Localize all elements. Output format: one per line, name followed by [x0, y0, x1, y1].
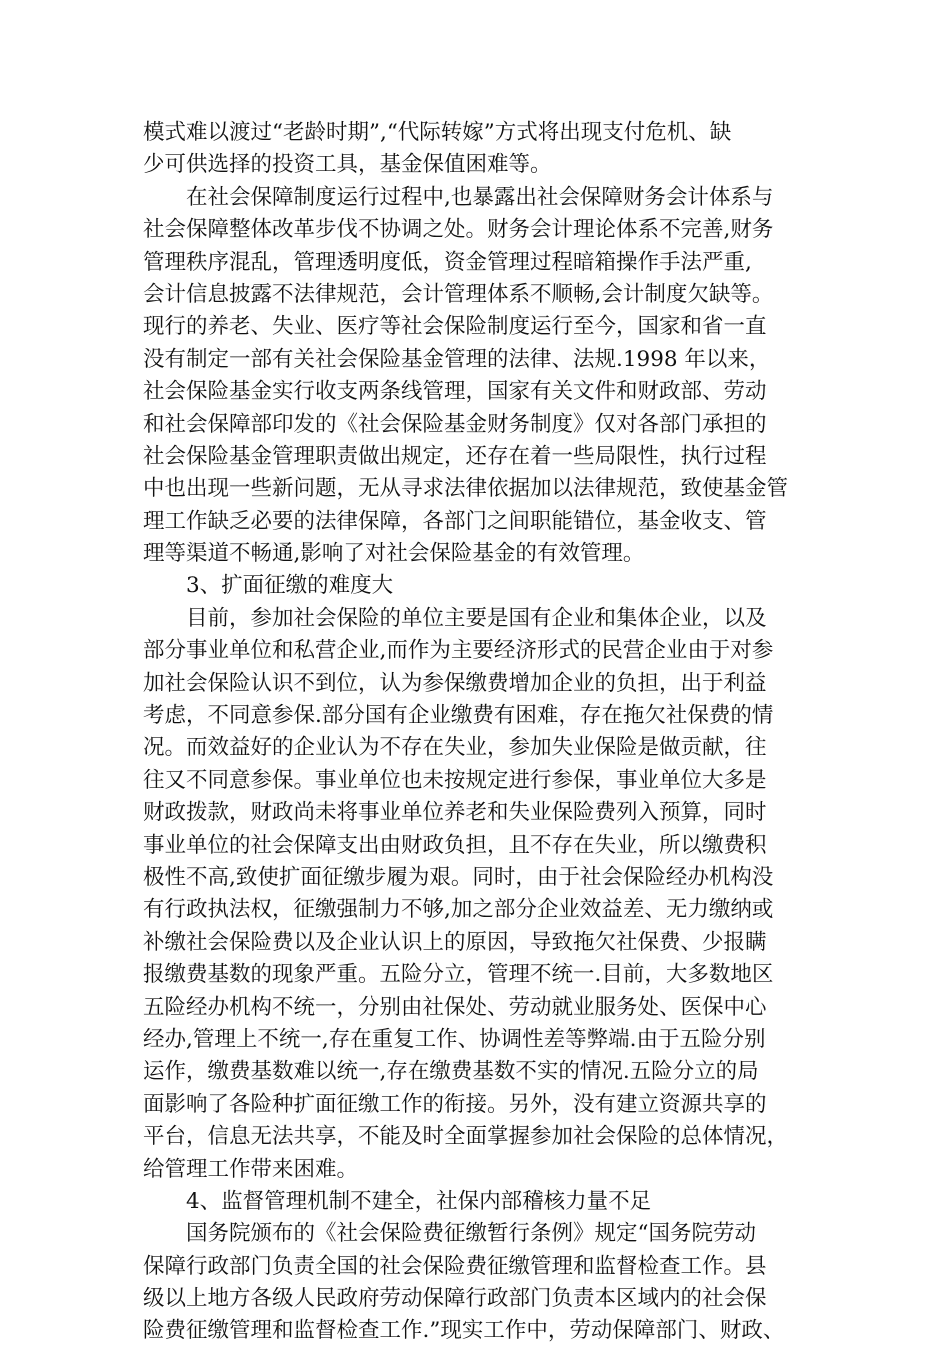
text-line: 极性不高,致使扩面征缴步履为艰。同时，由于社会保险经办机构没 [143, 864, 774, 890]
text-line: 中也出现一些新问题，无从寻求法律依据加以法律规范，致使基金管 [143, 476, 789, 502]
text-line: 理等渠道不畅通,影响了对社会保险基金的有效管理。 [143, 541, 645, 567]
text-line: 平台，信息无法共享，不能及时全面掌握参加社会保险的总体情况， [143, 1124, 789, 1150]
text-line: 现行的养老、失业、医疗等社会保险制度运行至今，国家和省一直 [143, 314, 767, 340]
text-line: 社会保险基金实行收支两条线管理，国家有关文件和财政部、劳动 [143, 379, 767, 405]
text-line: 管理秩序混乱，管理透明度低，资金管理过程暗箱操作手法严重, [143, 249, 752, 275]
text-line: 模式难以渡过“老龄时期”,“代际转嫁”方式将出现支付危机、缺 [143, 120, 732, 145]
text-line: 部分事业单位和私营企业,而作为主要经济形式的民营企业由于对参 [143, 638, 774, 664]
text-line: 加社会保险认识不到位，认为参保缴费增加企业的负担，出于利益 [143, 670, 767, 696]
text-line: 报缴费基数的现象严重。五险分立，管理不统一.目前，大多数地区 [143, 962, 774, 988]
text-line: 经办,管理上不统一,存在重复工作、协调性差等弊端.由于五险分别 [143, 1026, 766, 1052]
text-line: 有行政执法权，征缴强制力不够,加之部分企业效益差、无力缴纳或 [143, 897, 774, 923]
document-body-text [143, 117, 833, 1348]
text-line: 保障行政部门负责全国的社会保险费征缴管理和监督检查工作。县 [143, 1253, 767, 1279]
text-line: 险费征缴管理和监督检查工作.”现实工作中，劳动保障部门、财政、 [143, 1318, 785, 1344]
text-line: 运作，缴费基数难以统一,存在缴费基数不实的情况.五险分立的局 [143, 1059, 759, 1085]
text-line: 少可供选择的投资工具，基金保值困难等。 [143, 152, 552, 178]
text-line: 往又不同意参保。事业单位也未按规定进行参保，事业单位大多是 [143, 767, 767, 793]
text-line: 国务院颁布的《社会保险费征缴暂行条例》规定“国务院劳动 [186, 1221, 756, 1247]
text-line: 目前，参加社会保险的单位主要是国有企业和集体企业，以及 [186, 605, 767, 631]
text-line: 在社会保障制度运行过程中,也暴露出社会保障财务会计体系与 [186, 184, 774, 210]
text-line: 五险经办机构不统一，分别由社保处、劳动就业服务处、医保中心 [143, 994, 767, 1020]
text-line: 社会保障整体改革步伐不协调之处。财务会计理论体系不完善,财务 [143, 217, 774, 243]
text-line: 没有制定一部有关社会保险基金管理的法律、法规.1998 年以来， [143, 346, 771, 372]
text-line: 给管理工作带来困难。 [143, 1156, 359, 1182]
text-line: 况。而效益好的企业认为不存在失业，参加失业保险是做贡献，往 [143, 735, 767, 761]
text-line: 和社会保障部印发的《社会保险基金财务制度》仅对各部门承担的 [143, 411, 767, 437]
text-line: 会计信息披露不法律规范，会计管理体系不顺畅,会计制度欠缺等。 [143, 281, 774, 307]
text-line: 3、扩面征缴的难度大 [186, 573, 394, 599]
text-line: 4、监督管理机制不建全，社保内部稽核力量不足 [186, 1188, 652, 1214]
text-line: 财政拨款，财政尚未将事业单位养老和失业保险费列入预算，同时 [143, 800, 767, 826]
text-line: 事业单位的社会保障支出由财政负担，且不存在失业，所以缴费积 [143, 832, 767, 858]
text-line: 级以上地方各级人民政府劳动保障行政部门负责本区域内的社会保 [143, 1286, 767, 1312]
text-line: 理工作缺乏必要的法律保障，各部门之间职能错位，基金收支、管 [143, 508, 767, 534]
text-line: 补缴社会保险费以及企业认识上的原因，导致拖欠社保费、少报瞒 [143, 929, 767, 955]
text-line: 社会保险基金管理职责做出规定，还存在着一些局限性，执行过程 [143, 443, 767, 469]
text-line: 面影响了各险种扩面征缴工作的衔接。另外，没有建立资源共享的 [143, 1091, 767, 1117]
text-line: 考虑，不同意参保.部分国有企业缴费有困难，存在拖欠社保费的情 [143, 703, 774, 729]
